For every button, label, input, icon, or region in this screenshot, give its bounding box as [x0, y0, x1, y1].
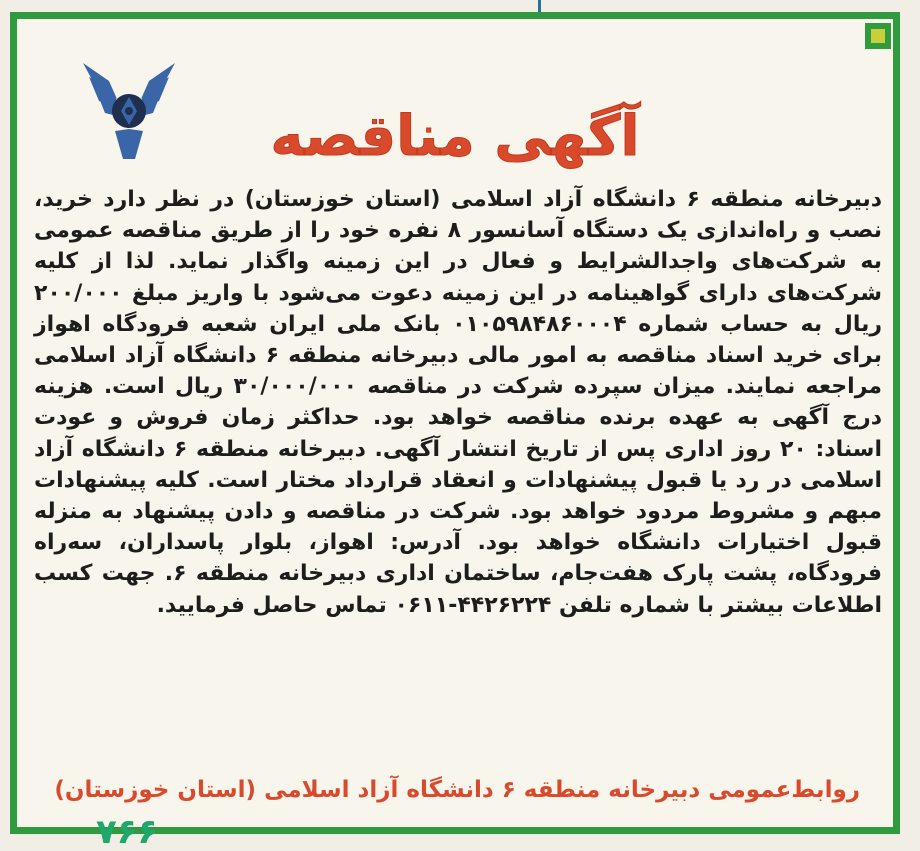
notice-signature: روابط‌عمومی دبیرخانه منطقه ۶ دانشگاه آزاد اسلامی (استان خوزستان): [54, 777, 860, 803]
university-logo-icon: [79, 59, 179, 163]
corner-ornament: [865, 23, 891, 49]
notice-body: دبیرخانه منطقه ۶ دانشگاه آزاد اسلامی (استان خوزستان) در نظر دارد خرید، نصب و راه‌اندازی یک دستگاه آسانسور ۸ نفره خود را از طریق مناقصه عمومی به شرکت‌های واجدالشرایط و فعال در این زمینه واگذار نماید. لذا از کلیه شرکت‌های دارای گواهینامه در این زمینه دعوت می‌شود با واریز مبلغ ۲۰۰/۰۰۰ ریال به حساب شماره ۰۱۰۵۹۸۴۸۶۰۰۰۴ بانک ملی ایران شعبه فرودگاه اهواز برای خرید اسناد مناقصه به امور مالی دبیرخانه منطقه ۶ دانشگاه آزاد اسلامی مراجعه نمایند. میزان سپرده شرکت در مناقصه ۳۰/۰۰۰/۰۰۰ ریال است. هزینه درج آگهی به عهده برنده مناقصه خواهد بود. حداکثر زمان فروش و عودت اسناد: ۲۰ روز اداری پس از تاریخ انتشار آگهی. دبیرخانه منطقه ۶ دانشگاه آزاد اسلامی در رد یا قبول پیشنهادات و انعقاد قرارداد مختار است. کلیه پیشنهادات مبهم و مشروط مردود خواهد بود. شرکت در مناقصه و دادن پیشنهاد به منزله قبول اختیارات دانشگاه خواهد بود. آدرس: اهواز، بلوار پاسداران، سه‌راه فرودگاه، پشت پارک هفت‌جام، ساختمان اداری دبیرخانه منطقه ۶. جهت کسب اطلاعات بیشتر با شماره تلفن ۴۴۲۶۲۲۴-۰۶۱۱ تماس حاصل فرمایید.: [34, 187, 883, 618]
notice-title: آگهی مناقصه: [270, 104, 640, 169]
ad-code: ۷۶۶: [96, 812, 159, 851]
